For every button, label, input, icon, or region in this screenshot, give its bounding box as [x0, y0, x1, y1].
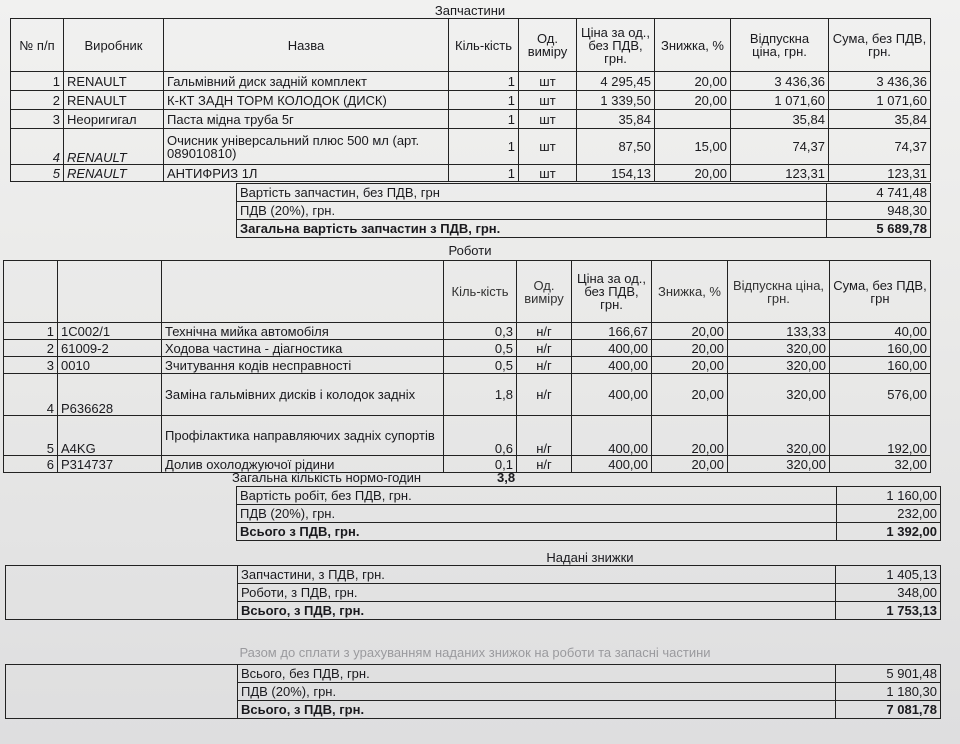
totals-label: Всього з ПДВ, грн. — [237, 523, 837, 541]
row-sum: 192,00 — [830, 416, 931, 456]
row-unit: н/г — [517, 416, 572, 456]
row-qty: 1 — [449, 165, 519, 182]
row-sum: 40,00 — [830, 323, 931, 340]
row-name: Паста мідна труба 5г — [164, 110, 449, 129]
grand-totals-table — [5, 664, 941, 719]
row-net-price: 320,00 — [728, 456, 830, 473]
row-unit: н/г — [517, 357, 572, 374]
row-unit: шт — [519, 165, 577, 182]
row-maker: Неоригигал — [64, 110, 164, 129]
row-number: 4 — [4, 374, 58, 416]
row-name: Заміна гальмівних дисків і колодок задніх — [162, 374, 444, 416]
row-number: 6 — [4, 456, 58, 473]
row-sum: 160,00 — [830, 340, 931, 357]
totals-row — [6, 701, 941, 719]
totals-value: 1 160,00 — [837, 487, 941, 505]
works-table — [3, 260, 931, 473]
row-name: Очисник універсальний плюс 500 мл (арт. 089010810) — [164, 129, 449, 165]
row-net-price: 133,33 — [728, 323, 830, 340]
row-price: 166,67 — [572, 323, 652, 340]
totals-label: Всього, без ПДВ, грн. — [238, 665, 836, 683]
row-qty: 0,1 — [444, 456, 517, 473]
header-sum: Сума, без ПДВ, грн. — [829, 19, 931, 72]
row-net-price: 3 436,36 — [731, 72, 829, 91]
totals-label: Вартість запчастин, без ПДВ, грн — [237, 184, 827, 202]
row-name: Профілактика направляючих задніх супортів — [162, 416, 444, 456]
table-row — [11, 129, 931, 165]
totals-row — [6, 584, 941, 602]
totals-value: 4 741,48 — [827, 184, 931, 202]
spacer-cell — [6, 701, 238, 719]
row-maker: RENAULT — [64, 165, 164, 182]
row-unit: н/г — [517, 323, 572, 340]
row-number: 2 — [11, 91, 64, 110]
row-sum: 576,00 — [830, 374, 931, 416]
row-sum: 123,31 — [829, 165, 931, 182]
totals-value: 232,00 — [837, 505, 941, 523]
totals-label: Всього, з ПДВ, грн. — [238, 701, 836, 719]
totals-row — [6, 602, 941, 620]
row-discount: 20,00 — [652, 374, 728, 416]
table-row — [4, 340, 931, 357]
totals-row — [237, 184, 931, 202]
totals-row — [237, 220, 931, 238]
totals-value: 5 689,78 — [827, 220, 931, 238]
header-net-price: Відпускна ціна, грн. — [731, 19, 829, 72]
totals-label: Запчастини, з ПДВ, грн. — [238, 566, 836, 584]
totals-label: Всього, з ПДВ, грн. — [238, 602, 836, 620]
totals-label: ПДВ (20%), грн. — [237, 505, 837, 523]
row-qty: 1 — [449, 129, 519, 165]
row-discount: 20,00 — [652, 357, 728, 374]
totals-label: ПДВ (20%), грн. — [238, 683, 836, 701]
header-sum: Сума, без ПДВ, грн — [830, 261, 931, 323]
row-sum: 160,00 — [830, 357, 931, 374]
row-price: 4 295,45 — [577, 72, 655, 91]
header-name-empty — [162, 261, 444, 323]
row-sum: 35,84 — [829, 110, 931, 129]
totals-row — [237, 523, 941, 541]
row-unit: шт — [519, 129, 577, 165]
totals-label: ПДВ (20%), грн. — [237, 202, 827, 220]
header-qty: Кіль-кість — [449, 19, 519, 72]
totals-value: 7 081,78 — [836, 701, 941, 719]
row-number: 3 — [11, 110, 64, 129]
row-price: 154,13 — [577, 165, 655, 182]
table-row — [4, 374, 931, 416]
works-totals — [236, 486, 941, 541]
row-net-price: 320,00 — [728, 416, 830, 456]
row-code: 0010 — [58, 357, 162, 374]
parts-section-title: Запчастини — [434, 3, 506, 18]
totals-row — [6, 665, 941, 683]
header-name: Назва — [164, 19, 449, 72]
header-code-empty — [58, 261, 162, 323]
parts-totals — [236, 183, 931, 238]
works-section-title: Роботи — [448, 243, 492, 258]
header-price: Ціна за од., без ПДВ, грн. — [577, 19, 655, 72]
header-price: Ціна за од., без ПДВ, грн. — [572, 261, 652, 323]
row-number: 1 — [4, 323, 58, 340]
row-name: Ходова частина - діагностика — [162, 340, 444, 357]
row-unit: шт — [519, 72, 577, 91]
row-price: 400,00 — [572, 456, 652, 473]
row-maker: RENAULT — [64, 91, 164, 110]
totals-value: 348,00 — [836, 584, 941, 602]
spacer-cell — [6, 665, 238, 683]
table-row — [11, 72, 931, 91]
header-discount: Знижка, % — [655, 19, 731, 72]
row-maker: RENAULT — [64, 129, 164, 165]
header-unit: Од. виміру — [517, 261, 572, 323]
row-sum: 3 436,36 — [829, 72, 931, 91]
row-sum: 1 071,60 — [829, 91, 931, 110]
row-net-price: 74,37 — [731, 129, 829, 165]
parts-table — [10, 18, 931, 182]
row-qty: 0,5 — [444, 357, 517, 374]
header-net-price: Відпускна ціна, грн. — [728, 261, 830, 323]
spacer-cell — [6, 566, 238, 584]
header-qty: Кіль-кість — [444, 261, 517, 323]
row-maker: RENAULT — [64, 72, 164, 91]
table-row — [4, 357, 931, 374]
row-code: Р314737 — [58, 456, 162, 473]
header-maker: Виробник — [64, 19, 164, 72]
row-net-price: 123,31 — [731, 165, 829, 182]
row-qty: 1 — [449, 91, 519, 110]
row-sum: 32,00 — [830, 456, 931, 473]
row-discount: 20,00 — [655, 91, 731, 110]
totals-row — [237, 487, 941, 505]
totals-row — [6, 683, 941, 701]
parts-header-row — [11, 19, 931, 72]
row-unit: н/г — [517, 456, 572, 473]
row-qty: 1 — [449, 72, 519, 91]
row-qty: 1 — [449, 110, 519, 129]
totals-row — [237, 505, 941, 523]
totals-row — [6, 566, 941, 584]
row-net-price: 1 071,60 — [731, 91, 829, 110]
row-discount: 20,00 — [652, 323, 728, 340]
table-row — [11, 165, 931, 182]
discounts-table — [5, 565, 941, 620]
table-row — [4, 416, 931, 456]
header-discount: Знижка, % — [652, 261, 728, 323]
row-name: Гальмівний диск задній комплект — [164, 72, 449, 91]
row-number: 3 — [4, 357, 58, 374]
totals-value: 5 901,48 — [836, 665, 941, 683]
spacer-cell — [6, 602, 238, 620]
row-code: 61009-2 — [58, 340, 162, 357]
norm-hours-value: 3,8 — [497, 470, 516, 485]
row-discount: 15,00 — [655, 129, 731, 165]
row-unit: шт — [519, 91, 577, 110]
row-net-price: 320,00 — [728, 357, 830, 374]
works-header-row — [4, 261, 931, 323]
row-code: 1С002/1 — [58, 323, 162, 340]
header-number-empty — [4, 261, 58, 323]
row-discount: 20,00 — [655, 72, 731, 91]
row-net-price: 320,00 — [728, 374, 830, 416]
row-price: 400,00 — [572, 374, 652, 416]
totals-value: 948,30 — [827, 202, 931, 220]
discounts-section-title: Надані знижки — [546, 550, 634, 565]
table-row — [4, 323, 931, 340]
row-price: 87,50 — [577, 129, 655, 165]
row-unit: н/г — [517, 340, 572, 357]
row-name: Зчитування кодів несправності — [162, 357, 444, 374]
row-discount: 20,00 — [652, 416, 728, 456]
row-qty: 1,8 — [444, 374, 517, 416]
row-number: 1 — [11, 72, 64, 91]
totals-label: Роботи, з ПДВ, грн. — [238, 584, 836, 602]
header-unit: Од. виміру — [519, 19, 577, 72]
row-name: Долив охолоджуючої рідини — [162, 456, 444, 473]
row-unit: шт — [519, 110, 577, 129]
row-qty: 0,6 — [444, 416, 517, 456]
spacer-cell — [6, 584, 238, 602]
row-price: 400,00 — [572, 357, 652, 374]
row-number: 5 — [4, 416, 58, 456]
row-sum: 74,37 — [829, 129, 931, 165]
row-discount: 20,00 — [652, 340, 728, 357]
totals-value: 1 753,13 — [836, 602, 941, 620]
row-discount: 20,00 — [652, 456, 728, 473]
spacer-cell — [6, 683, 238, 701]
row-number: 2 — [4, 340, 58, 357]
row-unit: н/г — [517, 374, 572, 416]
norm-hours-label: Загальна кількість нормо-годин — [232, 470, 422, 485]
row-net-price: 320,00 — [728, 340, 830, 357]
totals-value: 1 180,30 — [836, 683, 941, 701]
row-price: 400,00 — [572, 416, 652, 456]
row-number: 4 — [11, 129, 64, 165]
row-qty: 0,3 — [444, 323, 517, 340]
header-number: № п/п — [11, 19, 64, 72]
totals-label: Загальна вартість запчастин з ПДВ, грн. — [237, 220, 827, 238]
row-price: 35,84 — [577, 110, 655, 129]
row-name: К-КТ ЗАДН ТОРМ КОЛОДОК (ДИСК) — [164, 91, 449, 110]
row-discount — [655, 110, 731, 129]
row-discount: 20,00 — [655, 165, 731, 182]
row-name: АНТИФРИЗ 1Л — [164, 165, 449, 182]
row-code: Р636628 — [58, 374, 162, 416]
row-code: А4KG — [58, 416, 162, 456]
row-qty: 0,5 — [444, 340, 517, 357]
totals-value: 1 405,13 — [836, 566, 941, 584]
totals-label: Вартість робіт, без ПДВ, грн. — [237, 487, 837, 505]
row-net-price: 35,84 — [731, 110, 829, 129]
table-row — [4, 456, 931, 473]
grand-section-title: Разом до сплати з урахуванням наданих знижок на роботи та запасні частини — [239, 645, 711, 660]
row-price: 1 339,50 — [577, 91, 655, 110]
row-number: 5 — [11, 165, 64, 182]
row-price: 400,00 — [572, 340, 652, 357]
table-row — [11, 91, 931, 110]
table-row — [11, 110, 931, 129]
row-name: Технічна мийка автомобіля — [162, 323, 444, 340]
totals-value: 1 392,00 — [837, 523, 941, 541]
totals-row — [237, 202, 931, 220]
